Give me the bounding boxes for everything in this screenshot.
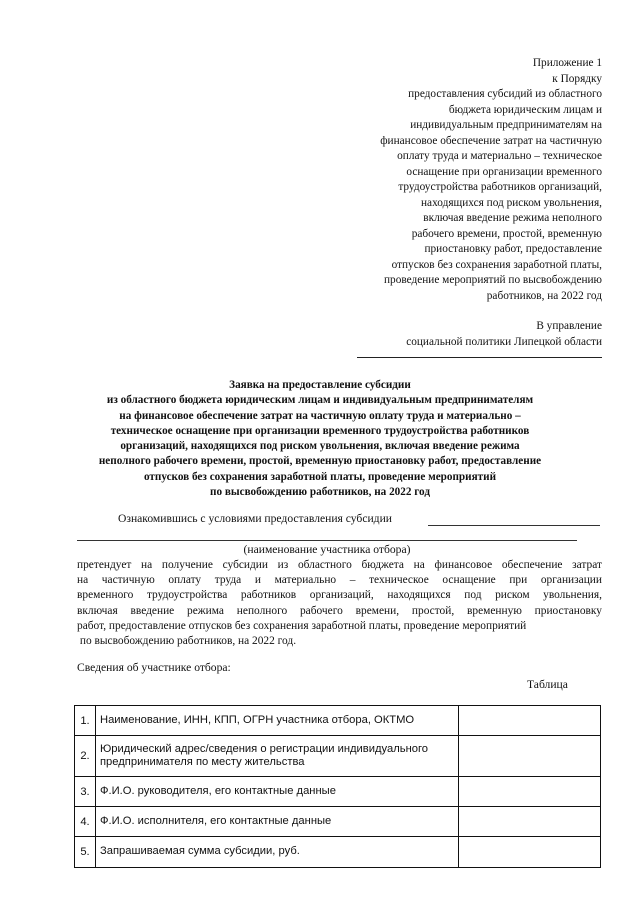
table-caption: Таблица — [527, 678, 568, 691]
row-label: Ф.И.О. руководителя, его контактные данные — [96, 777, 459, 807]
row-value-field[interactable] — [459, 837, 601, 868]
appendix-line: к Порядку — [552, 72, 602, 85]
appendix-line: финансовое обеспечение затрат на частичную — [380, 134, 602, 147]
appendix-line: оснащение при организации временного — [406, 165, 602, 178]
participant-name-caption: (наименование участника отбора) — [243, 543, 411, 556]
body-line: временного трудоустройства работников организаций, находящихся под риском увольнения, — [77, 589, 602, 602]
addressee-line: В управление — [536, 320, 602, 332]
row-label: Наименование, ИНН, КПП, ОГРН участника отбора, ОКТМО — [96, 706, 459, 736]
table-row — [75, 777, 601, 807]
row-number: 3. — [75, 777, 96, 807]
title-line: по высвобождению работников, на 2022 год — [210, 486, 430, 499]
row-label: Запрашиваемая сумма субсидии, руб. — [96, 837, 459, 868]
appendix-line: рабочего времени, простой, временную — [411, 227, 602, 240]
appendix-line: находящихся под риском увольнения, — [421, 196, 602, 209]
title-line: отпусков без сохранения заработной платы, проведение мероприятий — [143, 470, 497, 483]
addressee-block — [322, 319, 602, 350]
addressee-line: социальной политики Липецкой области — [406, 335, 602, 348]
title-line: на финансовое обеспечение затрат на частичную оплату труда и материально – — [119, 409, 521, 422]
title-line: организаций, находящихся под риском увольнения, включая введение режима — [120, 440, 520, 453]
row-value-field[interactable] — [459, 736, 601, 777]
appendix-line: работников, на 2022 год — [486, 289, 602, 302]
row-label-line: Юридический адрес/сведения о регистрации индивидуального — [100, 742, 429, 755]
table-row — [75, 837, 601, 868]
appendix-line: предоставления субсидий из областного — [408, 88, 602, 100]
document-title — [40, 378, 600, 500]
addressee-signature-line — [357, 357, 602, 358]
row-value-field[interactable] — [459, 706, 601, 736]
row-label: Ф.И.О. исполнителя, его контактные данные — [96, 807, 459, 837]
table-row — [75, 736, 601, 777]
row-value-field[interactable] — [459, 807, 601, 837]
appendix-line: трудоустройства работников организаций, — [398, 181, 602, 193]
title-line: техническое оснащение при организации временного трудоустройства работников — [110, 424, 530, 437]
title-line: Заявка на предоставление субсидии — [229, 379, 411, 391]
row-number: 1. — [75, 706, 96, 736]
row-value-field[interactable] — [459, 777, 601, 807]
row-number: 2. — [75, 736, 96, 777]
participant-info-label: Сведения об участнике отбора: — [77, 661, 231, 674]
table-row — [75, 807, 601, 837]
application-body-text — [77, 558, 602, 649]
appendix-line: проведение мероприятий по высвобождению — [384, 274, 602, 286]
appendix-line: Приложение 1 — [532, 57, 602, 69]
participant-name-continuation-line — [77, 540, 577, 541]
body-line: включая введение режима неполного рабочего времени, простой, временную приостановку — [77, 604, 602, 617]
appendix-line: приостановку работ, предоставление — [424, 243, 602, 255]
appendix-line: отпусков без сохранения заработной платы, — [391, 258, 602, 271]
appendix-header — [322, 56, 602, 304]
acquainted-statement: Ознакомившись с условиями предоставления субсидии — [118, 512, 392, 525]
participant-info-table — [74, 705, 601, 868]
body-line: работ, предоставление отпусков без сохранения заработной платы, проведение мероприятий — [77, 619, 527, 632]
appendix-line: индивидуальным предпринимателям на — [410, 119, 602, 131]
appendix-line: бюджета юридическим лицам и — [448, 103, 602, 116]
participant-name-blank-line — [428, 525, 600, 526]
appendix-line: включая введение режима неполного — [423, 212, 602, 224]
title-line: из областного бюджета юридическим лицам и индивидуальным предпринимателям — [106, 394, 534, 407]
table-row — [75, 706, 601, 736]
row-number: 4. — [75, 807, 96, 837]
body-line: по высвобождению работников, на 2022 год. — [77, 635, 297, 648]
row-label-line: предпринимателя по месту жительства — [100, 756, 305, 768]
body-line: претендует на получение субсидии из областного бюджета на финансовое обеспечение затрат — [77, 559, 602, 571]
body-line: на частичную оплату труда и материально – техническое оснащение при организации — [77, 574, 602, 587]
appendix-line: оплату труда и материально – техническое — [397, 150, 602, 162]
title-line: неполного рабочего времени, простой, временную приостановку работ, предоставление — [98, 455, 542, 468]
row-number: 5. — [75, 837, 96, 868]
row-label — [96, 736, 459, 777]
